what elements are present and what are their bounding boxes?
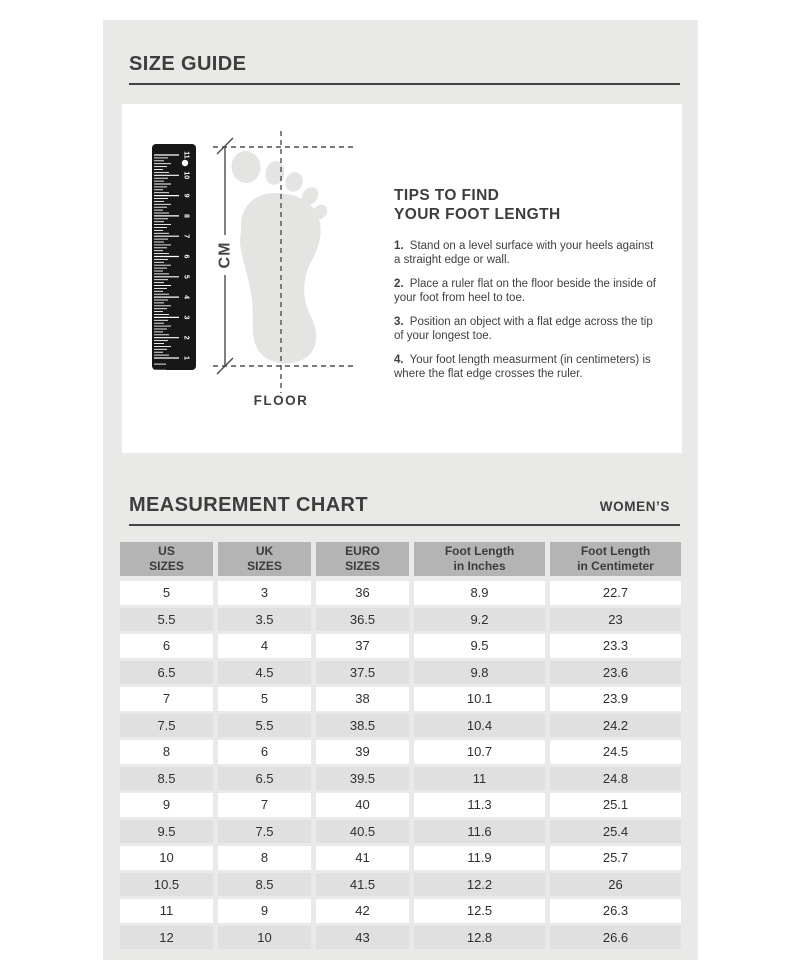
tip-item: 1. Stand on a level surface with your heels against a straight edge or wall.	[394, 240, 654, 266]
measurement-chart-divider	[129, 524, 680, 526]
ruler-number: 3	[182, 315, 190, 320]
size-cell: 42	[316, 899, 409, 923]
size-cell: 9	[120, 793, 213, 817]
column-header	[120, 542, 213, 576]
size-cell: 26	[550, 873, 681, 897]
measurement-chart-title: MEASUREMENT CHART	[129, 494, 369, 516]
size-cell: 25.7	[550, 846, 681, 870]
size-cell: 38.5	[316, 714, 409, 738]
size-cell: 37.5	[316, 661, 409, 685]
tip-item: 4. Your foot length measurment (in centimeters) is where the flat edge crosses the ruler.	[394, 354, 651, 380]
size-cell: 3.5	[218, 608, 311, 632]
column-header-line: Foot Length	[580, 544, 651, 558]
size-cell: 26.3	[550, 899, 681, 923]
size-cell: 9.8	[414, 661, 545, 685]
ruler-number: 11	[182, 151, 190, 159]
size-cell: 12	[120, 926, 213, 950]
size-table	[120, 542, 681, 949]
footprint-graphic	[229, 149, 330, 363]
size-cell: 43	[316, 926, 409, 950]
size-cell: 37	[316, 634, 409, 658]
size-cell: 7.5	[218, 820, 311, 844]
size-guide-card	[103, 20, 698, 960]
size-cell: 9.2	[414, 608, 545, 632]
size-cell: 8.5	[218, 873, 311, 897]
ruler-number: 2	[182, 335, 190, 340]
category-label: WOMEN’S	[599, 499, 670, 514]
size-cell: 40	[316, 793, 409, 817]
ruler-hole	[182, 160, 188, 166]
size-cell: 41	[316, 846, 409, 870]
ruler-number: 8	[182, 213, 190, 218]
size-cell: 10.1	[414, 687, 545, 711]
size-cell: 9	[218, 899, 311, 923]
size-cell: 10.7	[414, 740, 545, 764]
size-cell: 24.5	[550, 740, 681, 764]
size-guide-header	[103, 20, 698, 85]
size-cell: 39	[316, 740, 409, 764]
ruler-number: 4	[182, 295, 190, 300]
size-cell: 5	[120, 581, 213, 605]
size-cell: 3	[218, 581, 311, 605]
ruler-number: 10	[182, 171, 190, 180]
size-cell: 23.9	[550, 687, 681, 711]
size-cell: 5.5	[120, 608, 213, 632]
tip-number: 1.	[394, 240, 404, 252]
size-cell: 5.5	[218, 714, 311, 738]
ruler-number: 1	[182, 356, 190, 360]
size-cell: 7.5	[120, 714, 213, 738]
tips-title	[394, 186, 662, 224]
size-cell: 39.5	[316, 767, 409, 791]
column-header-line: in Inches	[453, 559, 506, 573]
ruler-graphic	[152, 144, 196, 370]
size-cell: 7	[120, 687, 213, 711]
size-guide-divider	[129, 83, 680, 85]
size-cell: 25.4	[550, 820, 681, 844]
ruler-number: 5	[182, 274, 190, 279]
size-cell: 6.5	[120, 661, 213, 685]
size-cell: 7	[218, 793, 311, 817]
tips-list	[394, 239, 662, 381]
column-header-line: UK	[255, 544, 274, 558]
tip-number: 4.	[394, 354, 404, 366]
size-cell: 6	[218, 740, 311, 764]
size-cell: 12.8	[414, 926, 545, 950]
size-cell: 36.5	[316, 608, 409, 632]
size-cell: 12.2	[414, 873, 545, 897]
measurement-chart-header	[103, 494, 698, 526]
size-cell: 11.6	[414, 820, 545, 844]
column-header	[550, 542, 681, 576]
size-cell: 11	[414, 767, 545, 791]
tips-section	[394, 186, 662, 391]
size-cell: 23.6	[550, 661, 681, 685]
column-header-line: SIZES	[149, 559, 184, 573]
tips-title-line1: TIPS TO FIND	[394, 187, 500, 204]
foot-measurement-illustration	[122, 104, 395, 453]
how-to-measure-panel	[122, 104, 682, 453]
size-cell: 10	[218, 926, 311, 950]
size-cell: 25.1	[550, 793, 681, 817]
tip-item: 3. Position an object with a flat edge across the tip of your longest toe.	[394, 316, 653, 342]
size-cell: 12.5	[414, 899, 545, 923]
tips-title-line2: YOUR FOOT LENGTH	[394, 206, 561, 223]
ruler-number: 7	[182, 234, 190, 239]
column-header-line: US	[158, 544, 175, 558]
size-cell: 23.3	[550, 634, 681, 658]
size-cell: 38	[316, 687, 409, 711]
size-cell: 9.5	[120, 820, 213, 844]
column-header-line: SIZES	[345, 559, 380, 573]
size-cell: 8.5	[120, 767, 213, 791]
column-header	[414, 542, 545, 576]
size-cell: 11	[120, 899, 213, 923]
size-cell: 4.5	[218, 661, 311, 685]
column-header-line: Foot Length	[444, 544, 515, 558]
size-cell: 24.2	[550, 714, 681, 738]
size-cell: 8	[120, 740, 213, 764]
ruler-number: 9	[182, 193, 190, 198]
size-guide-title: SIZE GUIDE	[129, 53, 247, 75]
size-cell: 24.8	[550, 767, 681, 791]
tip-number: 3.	[394, 316, 404, 328]
size-cell: 22.7	[550, 581, 681, 605]
cm-label: CM	[216, 241, 234, 269]
size-cell: 10	[120, 846, 213, 870]
size-cell: 8.9	[414, 581, 545, 605]
column-header-line: in Centimeter	[577, 559, 654, 573]
size-cell: 6.5	[218, 767, 311, 791]
size-cell: 11.9	[414, 846, 545, 870]
tip-number: 2.	[394, 278, 404, 290]
size-cell: 8	[218, 846, 311, 870]
size-cell: 40.5	[316, 820, 409, 844]
size-cell: 41.5	[316, 873, 409, 897]
tip-item: 2. Place a ruler flat on the floor beside the inside of your foot from heel to toe.	[394, 278, 656, 304]
size-cell: 5	[218, 687, 311, 711]
size-cell: 26.6	[550, 926, 681, 950]
column-header	[218, 542, 311, 576]
size-cell: 9.5	[414, 634, 545, 658]
floor-label: FLOOR	[253, 393, 309, 408]
size-cell: 23	[550, 608, 681, 632]
ruler-number: 6	[182, 254, 190, 259]
size-cell: 36	[316, 581, 409, 605]
size-cell: 10.5	[120, 873, 213, 897]
size-cell: 10.4	[414, 714, 545, 738]
column-header-line: EURO	[345, 544, 380, 558]
size-cell: 4	[218, 634, 311, 658]
column-header	[316, 542, 409, 576]
size-cell: 11.3	[414, 793, 545, 817]
size-cell: 6	[120, 634, 213, 658]
column-header-line: SIZES	[247, 559, 282, 573]
